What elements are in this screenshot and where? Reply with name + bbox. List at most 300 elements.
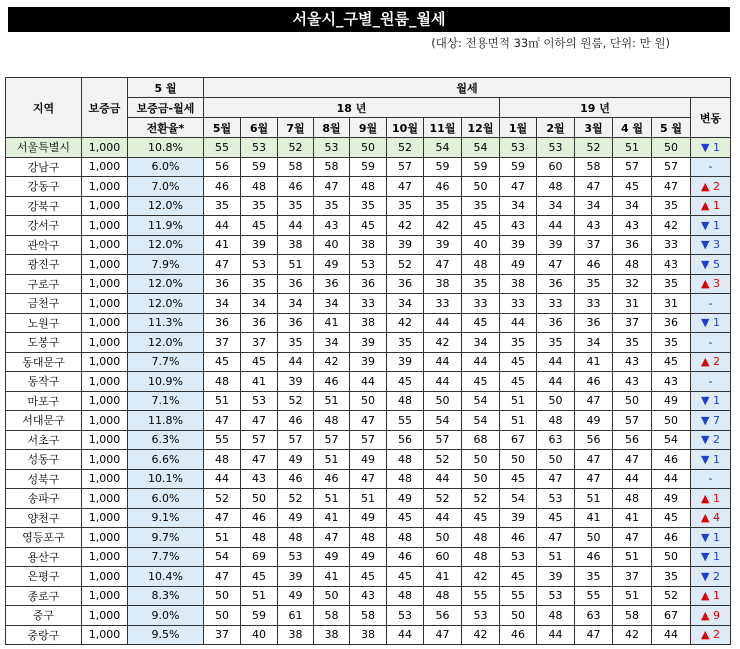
- rent-cell: 42: [314, 352, 350, 372]
- rent-cell: 50: [314, 586, 350, 606]
- rent-cell: 48: [278, 528, 314, 548]
- header-rent: 월세: [204, 78, 731, 98]
- header-month-18: 10월: [387, 118, 424, 138]
- rent-cell: 56: [613, 430, 652, 450]
- rent-cell: 47: [204, 255, 241, 275]
- deposit-cell: 1,000: [82, 177, 128, 197]
- table-row: [6, 450, 731, 470]
- rent-cell: 38: [350, 625, 387, 645]
- rent-cell: 53: [387, 606, 424, 626]
- table-row: [6, 333, 731, 353]
- conversion-rate-cell: 9.1%: [128, 508, 204, 528]
- rent-cell: 67: [500, 430, 537, 450]
- rent-cell: 41: [575, 508, 613, 528]
- table-row: [6, 157, 731, 177]
- header-month-18: 5월: [204, 118, 241, 138]
- rent-cell: 43: [500, 216, 537, 236]
- rent-cell: 39: [500, 508, 537, 528]
- rent-cell: 34: [537, 196, 575, 216]
- change-cell: ▼ 5: [691, 255, 731, 275]
- rent-cell: 50: [575, 528, 613, 548]
- region-cell: 강서구: [6, 216, 82, 236]
- rent-cell: 52: [278, 391, 314, 411]
- rent-cell: 69: [241, 547, 278, 567]
- rent-cell: 38: [350, 313, 387, 333]
- change-cell: ▼ 2: [691, 567, 731, 587]
- rent-cell: 53: [241, 255, 278, 275]
- conversion-rate-cell: 9.7%: [128, 528, 204, 548]
- table-row: [6, 469, 731, 489]
- rent-cell: 45: [652, 508, 691, 528]
- rent-cell: 35: [537, 333, 575, 353]
- rent-cell: 51: [537, 547, 575, 567]
- rent-cell: 51: [314, 450, 350, 470]
- header-month-19: 3월: [575, 118, 613, 138]
- deposit-cell: 1,000: [82, 157, 128, 177]
- conversion-rate-cell: 11.9%: [128, 216, 204, 236]
- conversion-rate-cell: 10.9%: [128, 372, 204, 392]
- deposit-cell: 1,000: [82, 430, 128, 450]
- rent-cell: 57: [350, 430, 387, 450]
- rent-cell: 43: [613, 352, 652, 372]
- rent-cell: 38: [278, 625, 314, 645]
- deposit-cell: 1,000: [82, 508, 128, 528]
- rent-cell: 34: [314, 294, 350, 314]
- rent-cell: 41: [204, 235, 241, 255]
- rent-cell: 44: [387, 625, 424, 645]
- region-cell: 동작구: [6, 372, 82, 392]
- rent-cell: 43: [575, 216, 613, 236]
- conversion-rate-cell: 12.0%: [128, 294, 204, 314]
- change-cell: ▼ 1: [691, 391, 731, 411]
- region-cell: 중구: [6, 606, 82, 626]
- rent-cell: 48: [241, 528, 278, 548]
- rent-cell: 38: [314, 625, 350, 645]
- rent-cell: 44: [424, 508, 462, 528]
- rent-cell: 68: [462, 430, 500, 450]
- rent-cell: 47: [575, 469, 613, 489]
- rent-cell: 48: [424, 586, 462, 606]
- rent-cell: 63: [537, 430, 575, 450]
- conversion-rate-cell: 12.0%: [128, 235, 204, 255]
- table-row: [6, 567, 731, 587]
- region-cell: 관악구: [6, 235, 82, 255]
- rent-cell: 46: [652, 450, 691, 470]
- region-cell: 성북구: [6, 469, 82, 489]
- rent-cell: 37: [204, 625, 241, 645]
- rent-cell: 47: [575, 450, 613, 470]
- rent-cell: 44: [537, 372, 575, 392]
- rent-cell: 35: [652, 333, 691, 353]
- rent-cell: 51: [500, 391, 537, 411]
- rent-cell: 47: [350, 411, 387, 431]
- rent-cell: 47: [537, 255, 575, 275]
- rent-cell: 34: [278, 294, 314, 314]
- change-cell: -: [691, 157, 731, 177]
- rent-cell: 52: [387, 138, 424, 158]
- table-row: [6, 547, 731, 567]
- rent-cell: 39: [387, 352, 424, 372]
- rent-cell: 50: [613, 391, 652, 411]
- change-cell: ▲ 2: [691, 352, 731, 372]
- header-month-18: 9월: [350, 118, 387, 138]
- header-month-19: 2월: [537, 118, 575, 138]
- rent-cell: 46: [500, 528, 537, 548]
- rent-cell: 31: [613, 294, 652, 314]
- header-rate-line2: 보증금-월세: [128, 98, 204, 118]
- conversion-rate-cell: 12.0%: [128, 333, 204, 353]
- rent-cell: 45: [500, 372, 537, 392]
- header-month-18: 6월: [241, 118, 278, 138]
- rent-cell: 50: [462, 450, 500, 470]
- rent-cell: 44: [424, 469, 462, 489]
- change-cell: ▼ 1: [691, 547, 731, 567]
- rent-cell: 49: [350, 450, 387, 470]
- rent-cell: 46: [278, 469, 314, 489]
- rent-cell: 34: [204, 294, 241, 314]
- deposit-cell: 1,000: [82, 138, 128, 158]
- rent-cell: 35: [462, 274, 500, 294]
- region-cell: 노원구: [6, 313, 82, 333]
- rent-cell: 33: [652, 235, 691, 255]
- table-row-seoul: [6, 138, 731, 158]
- rent-cell: 38: [424, 274, 462, 294]
- rent-cell: 39: [278, 567, 314, 587]
- region-cell: 강남구: [6, 157, 82, 177]
- rent-cell: 35: [278, 196, 314, 216]
- rent-cell: 50: [424, 528, 462, 548]
- rent-cell: 36: [652, 313, 691, 333]
- conversion-rate-cell: 9.5%: [128, 625, 204, 645]
- deposit-cell: 1,000: [82, 333, 128, 353]
- rent-cell: 50: [424, 391, 462, 411]
- deposit-cell: 1,000: [82, 586, 128, 606]
- conversion-rate-cell: 7.7%: [128, 352, 204, 372]
- change-cell: -: [691, 294, 731, 314]
- rent-cell: 53: [462, 606, 500, 626]
- region-cell: 마포구: [6, 391, 82, 411]
- rent-cell: 51: [613, 138, 652, 158]
- rent-cell: 56: [575, 430, 613, 450]
- rent-cell: 44: [500, 313, 537, 333]
- rent-cell: 50: [462, 177, 500, 197]
- rent-cell: 45: [204, 352, 241, 372]
- rent-cell: 44: [537, 216, 575, 236]
- rent-cell: 36: [204, 274, 241, 294]
- table-row: [6, 508, 731, 528]
- rent-cell: 35: [575, 567, 613, 587]
- rent-cell: 53: [350, 255, 387, 275]
- rent-cell: 61: [278, 606, 314, 626]
- rent-cell: 49: [278, 508, 314, 528]
- rent-cell: 46: [575, 547, 613, 567]
- rent-cell: 55: [500, 586, 537, 606]
- rent-cell: 43: [652, 372, 691, 392]
- rent-cell: 49: [500, 255, 537, 275]
- rent-cell: 48: [350, 177, 387, 197]
- region-cell: 송파구: [6, 489, 82, 509]
- rent-cell: 53: [241, 138, 278, 158]
- rent-cell: 47: [537, 469, 575, 489]
- rent-cell: 45: [350, 216, 387, 236]
- rent-cell: 36: [241, 313, 278, 333]
- header-rate-line3: 전환율*: [128, 118, 204, 138]
- rent-cell: 44: [424, 352, 462, 372]
- rent-cell: 48: [462, 547, 500, 567]
- deposit-cell: 1,000: [82, 450, 128, 470]
- rent-cell: 53: [537, 138, 575, 158]
- rent-cell: 58: [314, 606, 350, 626]
- deposit-cell: 1,000: [82, 372, 128, 392]
- rent-cell: 51: [241, 586, 278, 606]
- rent-cell: 54: [462, 391, 500, 411]
- rent-cell: 47: [575, 391, 613, 411]
- deposit-cell: 1,000: [82, 469, 128, 489]
- rent-cell: 45: [652, 352, 691, 372]
- deposit-cell: 1,000: [82, 606, 128, 626]
- rent-cell: 46: [314, 372, 350, 392]
- rent-cell: 51: [613, 586, 652, 606]
- rent-cell: 54: [652, 430, 691, 450]
- header-month-19: 5 월: [652, 118, 691, 138]
- rent-cell: 35: [424, 196, 462, 216]
- rent-cell: 49: [278, 586, 314, 606]
- rent-cell: 52: [387, 255, 424, 275]
- rent-cell: 63: [575, 606, 613, 626]
- change-cell: ▼ 1: [691, 216, 731, 236]
- rent-cell: 58: [314, 157, 350, 177]
- rent-cell: 38: [278, 235, 314, 255]
- rent-cell: 47: [575, 625, 613, 645]
- rent-cell: 44: [204, 216, 241, 236]
- rent-cell: 58: [350, 606, 387, 626]
- rent-cell: 53: [500, 138, 537, 158]
- rent-cell: 45: [241, 216, 278, 236]
- rent-cell: 31: [652, 294, 691, 314]
- rent-cell: 39: [537, 235, 575, 255]
- rent-cell: 57: [424, 430, 462, 450]
- rent-cell: 52: [424, 489, 462, 509]
- region-cell: 양천구: [6, 508, 82, 528]
- rent-cell: 47: [204, 411, 241, 431]
- rent-cell: 34: [575, 196, 613, 216]
- rent-cell: 47: [241, 450, 278, 470]
- rent-cell: 41: [241, 372, 278, 392]
- rent-cell: 58: [575, 157, 613, 177]
- change-cell: ▼ 1: [691, 528, 731, 548]
- rent-cell: 41: [613, 508, 652, 528]
- header-month-18: 12월: [462, 118, 500, 138]
- rent-cell: 42: [613, 625, 652, 645]
- rent-cell: 47: [575, 177, 613, 197]
- rent-cell: 41: [314, 508, 350, 528]
- change-cell: ▲ 2: [691, 177, 731, 197]
- change-cell: ▲ 9: [691, 606, 731, 626]
- rent-cell: 54: [204, 547, 241, 567]
- rent-table: [5, 77, 731, 645]
- deposit-cell: 1,000: [82, 391, 128, 411]
- rent-cell: 47: [424, 255, 462, 275]
- rent-cell: 35: [652, 274, 691, 294]
- table-row: [6, 177, 731, 197]
- rent-cell: 41: [314, 313, 350, 333]
- rent-cell: 49: [350, 547, 387, 567]
- rent-cell: 45: [387, 567, 424, 587]
- rent-cell: 35: [314, 196, 350, 216]
- rent-cell: 55: [204, 138, 241, 158]
- change-cell: ▲ 3: [691, 274, 731, 294]
- rent-cell: 36: [350, 274, 387, 294]
- deposit-cell: 1,000: [82, 625, 128, 645]
- rent-cell: 59: [241, 157, 278, 177]
- rent-cell: 35: [462, 196, 500, 216]
- rent-cell: 56: [387, 430, 424, 450]
- rent-cell: 57: [314, 430, 350, 450]
- rent-cell: 47: [314, 177, 350, 197]
- rent-cell: 39: [537, 567, 575, 587]
- rent-cell: 35: [350, 196, 387, 216]
- change-cell: -: [691, 333, 731, 353]
- rent-cell: 48: [387, 450, 424, 470]
- rent-cell: 47: [387, 177, 424, 197]
- conversion-rate-cell: 6.3%: [128, 430, 204, 450]
- region-cell: 용산구: [6, 547, 82, 567]
- rent-cell: 48: [537, 606, 575, 626]
- rent-cell: 36: [537, 313, 575, 333]
- rent-cell: 48: [462, 528, 500, 548]
- table-row: [6, 625, 731, 645]
- change-cell: -: [691, 372, 731, 392]
- rent-cell: 46: [314, 469, 350, 489]
- rent-cell: 49: [652, 391, 691, 411]
- rent-cell: 50: [204, 606, 241, 626]
- region-cell: 성동구: [6, 450, 82, 470]
- header-month-19: 4 월: [613, 118, 652, 138]
- rent-cell: 45: [537, 508, 575, 528]
- rent-cell: 44: [537, 352, 575, 372]
- conversion-rate-cell: 7.1%: [128, 391, 204, 411]
- rent-cell: 54: [500, 489, 537, 509]
- conversion-rate-cell: 7.0%: [128, 177, 204, 197]
- conversion-rate-cell: 12.0%: [128, 274, 204, 294]
- header-year-19: 19 년: [500, 98, 691, 118]
- rent-cell: 42: [387, 313, 424, 333]
- rent-cell: 44: [537, 625, 575, 645]
- rent-cell: 55: [462, 586, 500, 606]
- rent-cell: 34: [613, 196, 652, 216]
- rent-cell: 39: [500, 235, 537, 255]
- rent-cell: 46: [241, 508, 278, 528]
- rent-cell: 34: [314, 333, 350, 353]
- rent-cell: 49: [314, 255, 350, 275]
- rent-cell: 48: [241, 177, 278, 197]
- header-deposit: 보증금: [82, 78, 128, 138]
- rent-cell: 54: [424, 138, 462, 158]
- table-row: [6, 489, 731, 509]
- rent-cell: 39: [278, 372, 314, 392]
- region-cell: 서울특별시: [6, 138, 82, 158]
- rent-cell: 40: [241, 625, 278, 645]
- table-row: [6, 372, 731, 392]
- rent-cell: 54: [462, 138, 500, 158]
- rent-cell: 48: [387, 528, 424, 548]
- rent-cell: 34: [500, 196, 537, 216]
- change-cell: ▼ 2: [691, 430, 731, 450]
- rent-cell: 32: [613, 274, 652, 294]
- rent-cell: 47: [613, 450, 652, 470]
- rent-cell: 33: [500, 294, 537, 314]
- rent-cell: 45: [350, 567, 387, 587]
- deposit-cell: 1,000: [82, 567, 128, 587]
- conversion-rate-cell: 11.8%: [128, 411, 204, 431]
- region-cell: 종로구: [6, 586, 82, 606]
- rent-cell: 53: [241, 391, 278, 411]
- subtitle-note: (대상: 전용면적 33㎡ 이하의 원룸, 단위: 만 원): [431, 36, 670, 50]
- rent-cell: 45: [241, 352, 278, 372]
- rent-cell: 35: [241, 274, 278, 294]
- rent-cell: 47: [350, 469, 387, 489]
- rent-cell: 45: [500, 567, 537, 587]
- rent-cell: 54: [424, 411, 462, 431]
- change-cell: ▼ 1: [691, 450, 731, 470]
- rent-cell: 55: [387, 411, 424, 431]
- table-row: [6, 606, 731, 626]
- rent-cell: 42: [424, 216, 462, 236]
- conversion-rate-cell: 10.4%: [128, 567, 204, 587]
- rent-cell: 38: [350, 235, 387, 255]
- rent-cell: 52: [424, 450, 462, 470]
- region-cell: 도봉구: [6, 333, 82, 353]
- conversion-rate-cell: 8.3%: [128, 586, 204, 606]
- change-cell: ▲ 4: [691, 508, 731, 528]
- rent-cell: 47: [204, 508, 241, 528]
- table-row: [6, 352, 731, 372]
- rent-cell: 51: [350, 489, 387, 509]
- change-cell: ▲ 1: [691, 196, 731, 216]
- rent-cell: 37: [613, 567, 652, 587]
- rent-cell: 50: [537, 450, 575, 470]
- rent-cell: 34: [387, 294, 424, 314]
- rent-cell: 48: [204, 450, 241, 470]
- rent-cell: 50: [652, 547, 691, 567]
- table-row: [6, 528, 731, 548]
- rent-cell: 57: [387, 157, 424, 177]
- rent-cell: 36: [387, 274, 424, 294]
- header-change: 변동: [691, 98, 731, 138]
- rent-cell: 43: [350, 586, 387, 606]
- rent-cell: 46: [652, 528, 691, 548]
- rent-cell: 52: [278, 489, 314, 509]
- rent-cell: 51: [613, 547, 652, 567]
- rent-cell: 36: [314, 274, 350, 294]
- rent-cell: 37: [204, 333, 241, 353]
- rent-cell: 58: [278, 157, 314, 177]
- table-row: [6, 294, 731, 314]
- rent-cell: 52: [462, 489, 500, 509]
- rent-cell: 42: [462, 567, 500, 587]
- rent-cell: 53: [537, 586, 575, 606]
- rent-cell: 44: [424, 313, 462, 333]
- change-cell: ▼ 1: [691, 313, 731, 333]
- rent-cell: 57: [613, 157, 652, 177]
- rent-cell: 48: [537, 411, 575, 431]
- rent-cell: 59: [241, 606, 278, 626]
- conversion-rate-cell: 6.6%: [128, 450, 204, 470]
- rent-cell: 67: [652, 606, 691, 626]
- header-month-19: 1월: [500, 118, 537, 138]
- region-cell: 광진구: [6, 255, 82, 275]
- rent-cell: 43: [314, 216, 350, 236]
